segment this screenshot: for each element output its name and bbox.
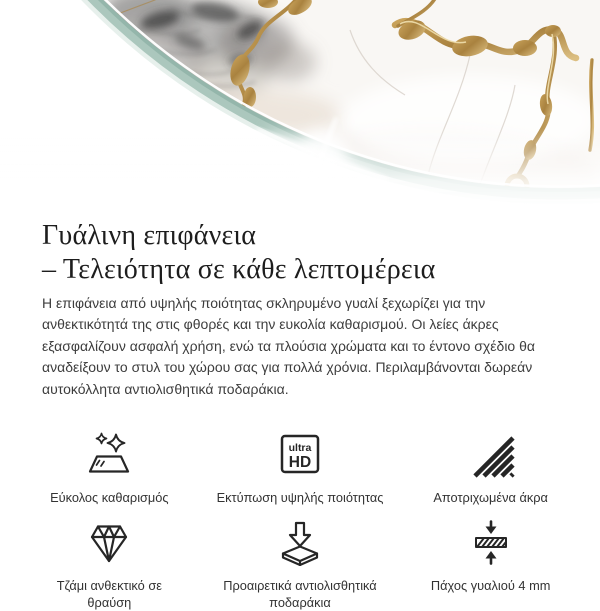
shatterproof-diamond-icon	[85, 520, 133, 566]
svg-text:ultra: ultra	[288, 442, 312, 455]
section-title	[42, 219, 558, 287]
glass-panel-photo	[0, 0, 600, 215]
feature-polished-edges	[395, 432, 586, 506]
product-hero	[0, 0, 600, 215]
feature-print-quality	[205, 432, 396, 506]
feature-glass-thickness	[395, 520, 586, 611]
feature-easy-cleaning	[14, 432, 205, 506]
svg-text:HD: HD	[288, 454, 312, 472]
feature-label: Εύκολος καθαρισμός	[50, 490, 169, 506]
section-title-line2: – Τελειότητα σε κάθε λεπτομέρεια	[42, 254, 436, 285]
feature-grid	[0, 432, 600, 611]
ultra-hd-icon	[276, 432, 324, 478]
glass-thickness-icon	[467, 520, 515, 566]
sparkling-surface-icon	[85, 432, 133, 478]
feature-label: Προαιρετικά αντιολισθητικά ποδαράκια	[223, 578, 377, 611]
section-title-line1: Γυάλινη επιφάνεια	[42, 220, 257, 251]
anti-slip-pads-icon	[276, 520, 324, 566]
description-section	[0, 215, 600, 400]
feature-shatterproof	[14, 520, 205, 611]
polished-edges-icon	[467, 432, 515, 478]
section-paragraph: Η επιφάνεια από υψηλής ποιότητας σκληρυμένο γυαλί ξεχωρίζει για την ανθεκτικότητά της στις φθορές και την ευκολία καθαρισμού. Οι λείες άκρες εξασφαλίζουν ασφαλή χρήση, ενώ τα πλούσια χρώματα και το έντονο σχέδιο θα αναδείξουν το στυλ του χώρου σας για πολλά χρόνια. Περιλαμβάνονται δωρεάν αυτοκόλλητα αντιολισθητικά ποδαράκια.	[42, 295, 535, 397]
feature-label: Τζάμι ανθεκτικό σε θραύση	[56, 578, 162, 611]
feature-label: Εκτύπωση υψηλής ποιότητας	[216, 490, 384, 506]
feature-label: Πάχος γυαλιού 4 mm	[430, 578, 551, 594]
feature-anti-slip-pads	[205, 520, 396, 611]
feature-label: Αποτριχωμένα άκρα	[433, 490, 548, 506]
